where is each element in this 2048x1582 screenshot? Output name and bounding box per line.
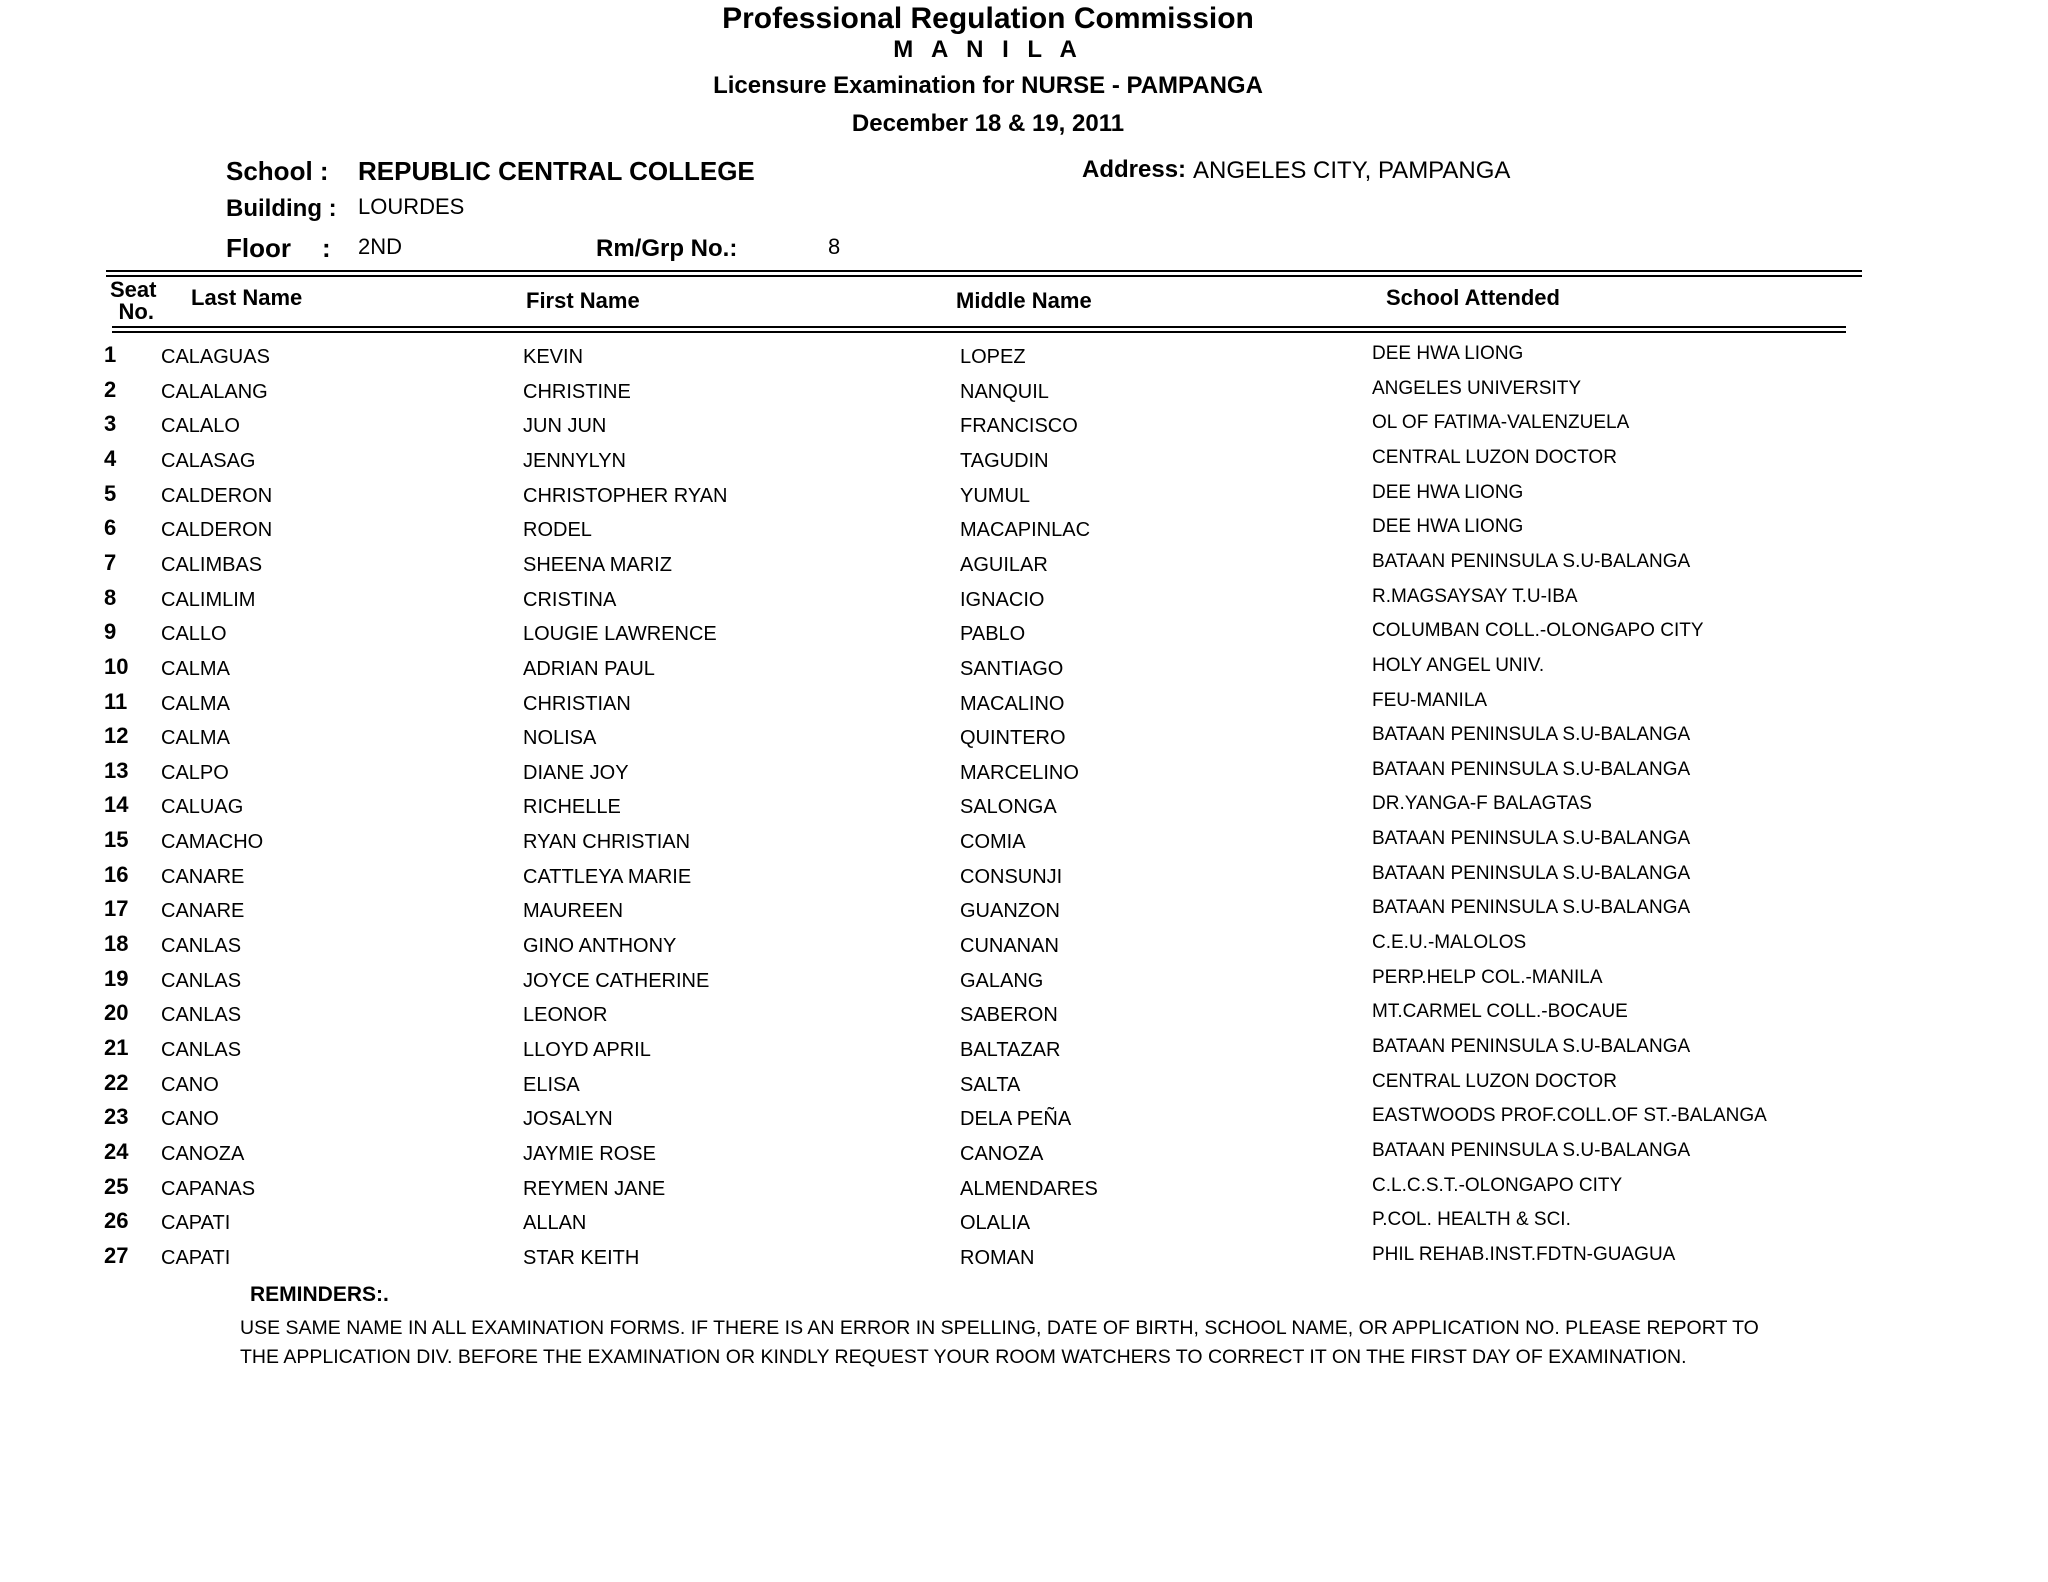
seat-number: 17 xyxy=(104,896,129,922)
table-row xyxy=(0,896,2048,935)
seat-number: 15 xyxy=(104,827,129,853)
middle-name: QUINTERO xyxy=(960,727,1066,750)
first-name: JOYCE CATHERINE xyxy=(523,969,710,992)
middle-name: TAGUDIN xyxy=(960,449,1049,472)
school-attended: DEE HWA LIONG xyxy=(1372,516,1524,538)
col-seat-no-label: No. xyxy=(118,299,154,324)
seat-number: 23 xyxy=(104,1104,129,1130)
first-name: JUN JUN xyxy=(523,415,607,438)
first-name: NOLISA xyxy=(523,727,597,750)
school-attended: C.L.C.S.T.-OLONGAPO CITY xyxy=(1372,1174,1623,1196)
table-row xyxy=(0,1242,2048,1282)
table-row xyxy=(0,688,2048,728)
col-first-header: First Name xyxy=(526,288,640,313)
seat-number: 7 xyxy=(104,549,117,575)
seat-number: 20 xyxy=(104,1000,129,1026)
seat-number: 6 xyxy=(104,515,117,541)
col-seat-label: Seat xyxy=(110,277,157,302)
seat-number: 5 xyxy=(104,480,117,506)
table-row xyxy=(0,515,2048,554)
table-row xyxy=(0,342,2048,381)
middle-name: PABLO xyxy=(960,623,1026,646)
last-name: CALDERON xyxy=(161,484,273,507)
col-school-header: School Attended xyxy=(1386,285,1560,310)
seat-number: 22 xyxy=(104,1069,129,1095)
table-row xyxy=(0,1173,2048,1213)
building-label: Building : xyxy=(226,195,337,222)
middle-name: SANTIAGO xyxy=(960,657,1064,680)
school-value: REPUBLIC CENTRAL COLLEGE xyxy=(358,156,755,186)
table-row xyxy=(0,1104,2048,1143)
table-row xyxy=(0,1138,2048,1178)
middle-name: CONSUNJI xyxy=(960,865,1063,888)
middle-name: SABERON xyxy=(960,1004,1058,1027)
school-attended: DR.YANGA-F BALAGTAS xyxy=(1372,793,1592,815)
table-row xyxy=(0,827,2048,866)
header-rule xyxy=(112,326,1846,328)
first-name: DIANE JOY xyxy=(523,761,629,784)
school-attended: BATAAN PENINSULA S.U-BALANGA xyxy=(1372,724,1691,746)
middle-name: CANOZA xyxy=(960,1142,1044,1165)
last-name: CANLAS xyxy=(161,969,242,992)
last-name: CANO xyxy=(161,1108,219,1131)
first-name: ELISA xyxy=(523,1073,580,1096)
table-row xyxy=(0,931,2048,970)
last-name: CALPO xyxy=(161,761,229,784)
last-name: CAMACHO xyxy=(161,831,264,854)
table-row xyxy=(0,480,2048,520)
header-rule-inner xyxy=(112,331,1846,333)
seat-number: 13 xyxy=(104,757,129,783)
last-name: CAPANAS xyxy=(161,1177,256,1200)
middle-name: COMIA xyxy=(960,831,1026,854)
last-name: CALALO xyxy=(161,415,240,438)
middle-name: LOPEZ xyxy=(960,346,1026,368)
floor-value: 2ND xyxy=(358,234,403,259)
floor-colon: : xyxy=(322,233,331,263)
first-name: CATTLEYA MARIE xyxy=(523,865,692,888)
seat-number: 4 xyxy=(104,445,117,471)
table-row xyxy=(0,1035,2048,1074)
school-label: School : xyxy=(226,156,329,186)
last-name: CALMA xyxy=(161,727,230,750)
last-name: CALIMBAS xyxy=(161,553,263,576)
first-name: SHEENA MARIZ xyxy=(523,553,672,576)
room-value: 8 xyxy=(828,234,841,259)
seat-number: 12 xyxy=(104,723,129,749)
school-attended: DEE HWA LIONG xyxy=(1372,343,1524,364)
last-name: CALUAG xyxy=(161,796,244,819)
school-attended: FEU-MANILA xyxy=(1372,689,1488,711)
middle-name: MARCELINO xyxy=(960,761,1079,784)
exam-date: December 18 & 19, 2011 xyxy=(851,110,1125,137)
last-name: CALIMLIM xyxy=(161,588,256,611)
last-name: CANLAS xyxy=(161,935,242,958)
school-attended: BATAAN PENINSULA S.U-BALANGA xyxy=(1372,897,1691,919)
middle-name: ALMENDARES xyxy=(960,1177,1098,1200)
middle-name: CUNANAN xyxy=(960,935,1059,958)
table-row xyxy=(0,757,2048,797)
middle-name: ROMAN xyxy=(960,1246,1035,1269)
table-row xyxy=(0,549,2048,589)
last-name: CANOZA xyxy=(161,1142,245,1165)
first-name: GINO ANTHONY xyxy=(523,935,677,958)
col-middle-header: Middle Name xyxy=(956,288,1092,313)
school-attended: HOLY ANGEL UNIV. xyxy=(1372,654,1545,676)
last-name: CALMA xyxy=(161,657,230,680)
table-row xyxy=(0,411,2048,450)
last-name: CANARE xyxy=(161,865,245,888)
reminders-text: USE SAME NAME IN ALL EXAMINATION FORMS. IF THERE IS AN ERROR IN SPELLING, DATE OF BIRTH, SCHOOL NAME, OR APPLICATION NO. PLEASE REPORT TO THE APPLICATION DIV. BEFORE THE EXAMINATION OR KINDLY REQUEST YOUR ROOM WATCHERS TO CORRECT IT ON THE FIRST DAY OF EXAMINATION. xyxy=(240,1317,1759,1368)
school-attended: ANGELES UNIVERSITY xyxy=(1372,377,1582,399)
table-row xyxy=(0,445,2048,485)
school-attended: OL OF FATIMA-VALENZUELA xyxy=(1372,412,1630,434)
first-name: JENNYLYN xyxy=(523,449,626,472)
reminders-title: REMINDERS:. xyxy=(250,1283,389,1306)
school-attended: BATAAN PENINSULA S.U-BALANGA xyxy=(1372,758,1691,780)
table-row xyxy=(0,861,2048,901)
exam-heading: Licensure Examination for NURSE - PAMPANGA xyxy=(713,72,1263,99)
col-seat-header xyxy=(110,279,156,323)
first-name: ADRIAN PAUL xyxy=(523,657,655,680)
first-name: RICHELLE xyxy=(523,796,621,819)
seat-number: 9 xyxy=(104,619,117,645)
first-name: CHRISTOPHER RYAN xyxy=(523,484,728,507)
seat-number: 8 xyxy=(104,584,117,610)
last-name: CALLO xyxy=(161,623,227,646)
first-name: MAUREEN xyxy=(523,900,624,923)
last-name: CALAGUAS xyxy=(161,346,270,368)
seat-number: 21 xyxy=(104,1035,129,1060)
city-heading: M A N I L A xyxy=(893,36,1083,63)
table-row xyxy=(0,376,2048,416)
table-row xyxy=(0,1208,2048,1247)
middle-name: YUMUL xyxy=(960,484,1031,507)
school-attended: MT.CARMEL COLL.-BOCAUE xyxy=(1372,1001,1628,1023)
middle-name: FRANCISCO xyxy=(960,415,1078,438)
last-name: CANLAS xyxy=(161,1004,242,1027)
school-attended: COLUMBAN COLL.-OLONGAPO CITY xyxy=(1372,620,1704,642)
last-name: CANO xyxy=(161,1073,219,1096)
seat-number: 11 xyxy=(104,688,128,714)
page-title: Professional Regulation Commission xyxy=(722,2,1254,35)
middle-name: GALANG xyxy=(960,969,1044,992)
school-attended: CENTRAL LUZON DOCTOR xyxy=(1372,1070,1617,1092)
last-name: CAPATI xyxy=(161,1246,231,1269)
seat-number: 19 xyxy=(104,965,129,991)
seat-number: 2 xyxy=(104,376,117,402)
first-name: LOUGIE LAWRENCE xyxy=(523,623,717,646)
first-name: KEVIN xyxy=(523,346,584,368)
first-name: CHRISTINE xyxy=(523,380,631,403)
table-row xyxy=(0,653,2048,693)
table-row xyxy=(0,1069,2048,1109)
school-attended: BATAAN PENINSULA S.U-BALANGA xyxy=(1372,862,1691,884)
school-attended: R.MAGSAYSAY T.U-IBA xyxy=(1372,585,1578,607)
school-attended: DEE HWA LIONG xyxy=(1372,481,1524,503)
col-last-header: Last Name xyxy=(191,285,303,310)
address-value: ANGELES CITY, PAMPANGA xyxy=(1193,157,1511,184)
seat-number: 25 xyxy=(104,1173,129,1199)
middle-name: BALTAZAR xyxy=(960,1039,1061,1061)
last-name: CALASAG xyxy=(161,449,256,472)
last-name: CANARE xyxy=(161,900,245,923)
seat-number: 3 xyxy=(104,411,117,437)
school-attended: PERP.HELP COL.-MANILA xyxy=(1372,966,1603,988)
table-row xyxy=(0,1000,2048,1039)
first-name: REYMEN JANE xyxy=(523,1177,666,1200)
last-name: CALMA xyxy=(161,692,230,715)
school-attended: BATAAN PENINSULA S.U-BALANGA xyxy=(1372,1139,1691,1161)
first-name: JOSALYN xyxy=(523,1108,613,1131)
first-name: RYAN CHRISTIAN xyxy=(523,831,691,854)
first-name: LLOYD APRIL xyxy=(523,1039,651,1061)
last-name: CAPATI xyxy=(161,1212,231,1235)
middle-name: NANQUIL xyxy=(960,380,1049,403)
seat-number: 1 xyxy=(104,342,117,367)
table-row xyxy=(0,584,2048,624)
last-name: CALDERON xyxy=(161,519,273,542)
school-attended: EASTWOODS PROF.COLL.OF ST.-BALANGA xyxy=(1372,1105,1767,1127)
table-row xyxy=(0,792,2048,831)
top-rule xyxy=(106,270,1862,272)
last-name: CANLAS xyxy=(161,1039,242,1061)
school-attended: PHIL REHAB.INST.FDTN-GUAGUA xyxy=(1372,1243,1676,1265)
middle-name: GUANZON xyxy=(960,900,1060,923)
seat-number: 24 xyxy=(104,1138,129,1164)
middle-name: DELA PEÑA xyxy=(960,1108,1072,1131)
building-value: LOURDES xyxy=(358,194,465,219)
table-row xyxy=(0,723,2048,762)
school-attended: P.COL. HEALTH & SCI. xyxy=(1372,1209,1571,1231)
first-name: CRISTINA xyxy=(523,588,617,611)
table-row xyxy=(0,619,2048,658)
middle-name: AGUILAR xyxy=(960,553,1048,576)
school-attended: BATAAN PENINSULA S.U-BALANGA xyxy=(1372,828,1691,850)
seat-number: 14 xyxy=(104,792,129,818)
top-rule-inner xyxy=(106,275,1862,277)
middle-name: OLALIA xyxy=(960,1212,1031,1235)
first-name: RODEL xyxy=(523,519,592,542)
first-name: CHRISTIAN xyxy=(523,692,631,715)
school-attended: BATAAN PENINSULA S.U-BALANGA xyxy=(1372,550,1691,572)
seat-number: 18 xyxy=(104,931,129,957)
middle-name: SALTA xyxy=(960,1073,1021,1096)
room-label: Rm/Grp No.: xyxy=(596,235,738,262)
seat-number: 27 xyxy=(104,1242,129,1268)
first-name: LEONOR xyxy=(523,1004,608,1027)
seat-number: 10 xyxy=(104,653,129,679)
first-name: JAYMIE ROSE xyxy=(523,1142,656,1165)
seat-number: 26 xyxy=(104,1208,129,1234)
middle-name: IGNACIO xyxy=(960,588,1045,611)
last-name: CALALANG xyxy=(161,380,268,403)
address-label: Address: xyxy=(1082,156,1187,183)
seat-number: 16 xyxy=(104,861,129,887)
school-attended: C.E.U.-MALOLOS xyxy=(1372,932,1527,954)
first-name: STAR KEITH xyxy=(523,1246,640,1269)
school-attended: CENTRAL LUZON DOCTOR xyxy=(1372,446,1617,468)
floor-label: Floor xyxy=(226,233,291,263)
table-row xyxy=(0,965,2048,1005)
first-name: ALLAN xyxy=(523,1212,587,1235)
middle-name: SALONGA xyxy=(960,796,1057,819)
school-attended: BATAAN PENINSULA S.U-BALANGA xyxy=(1372,1036,1691,1057)
middle-name: MACAPINLAC xyxy=(960,519,1091,542)
middle-name: MACALINO xyxy=(960,692,1065,715)
